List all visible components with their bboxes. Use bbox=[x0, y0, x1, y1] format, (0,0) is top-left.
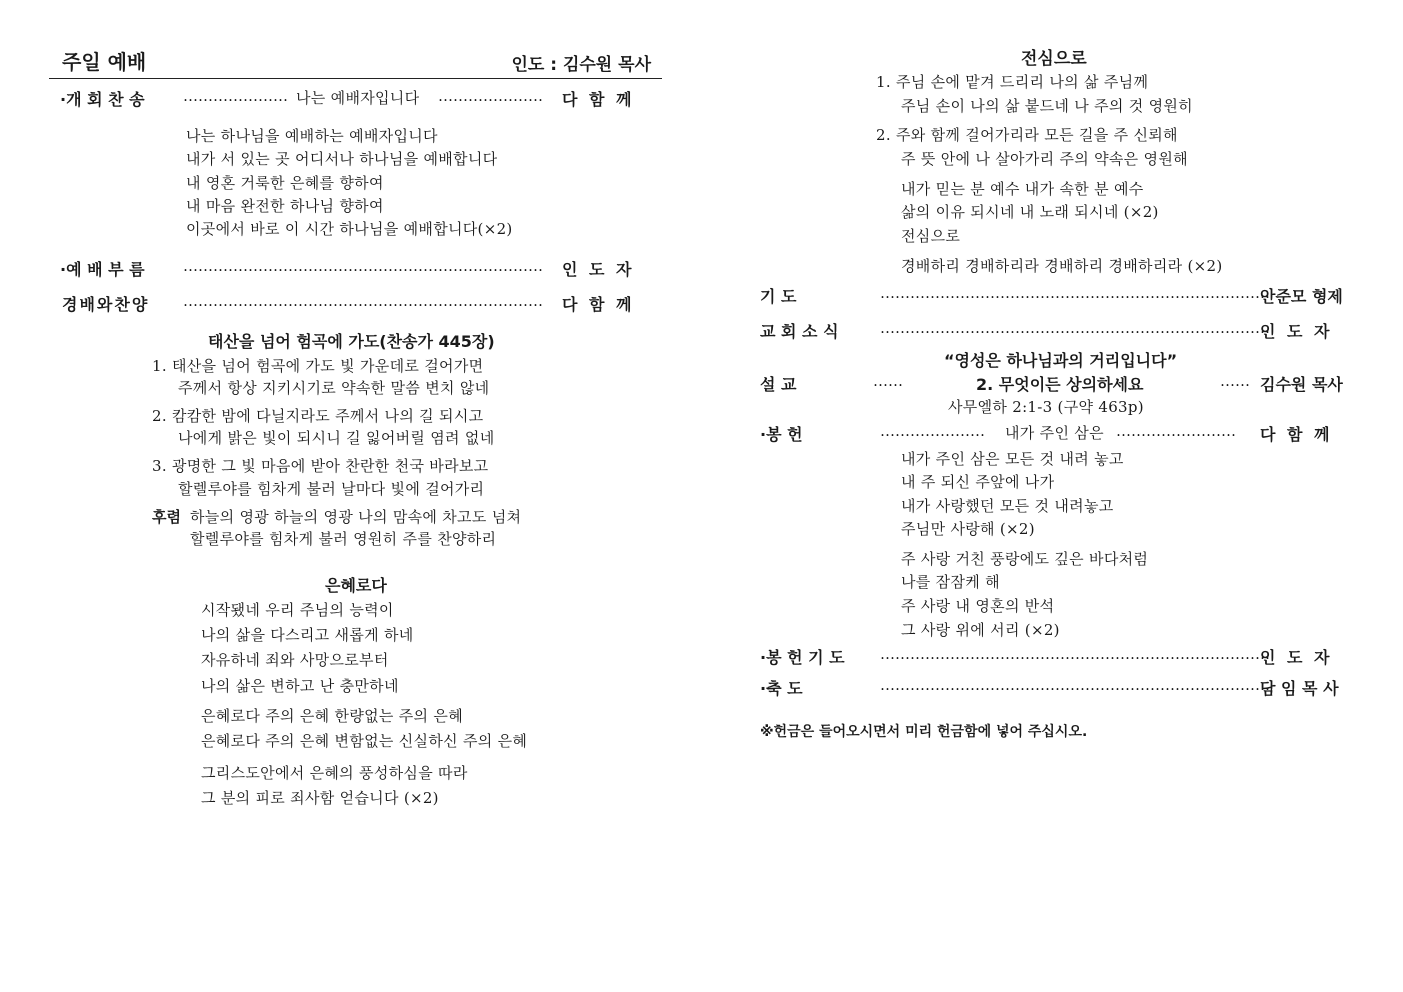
leader-dots: …………………………………………………………………… bbox=[880, 676, 1270, 694]
leader-dots: …… bbox=[873, 372, 903, 390]
lyric-line: 내가 믿는 분 예수 내가 속한 분 예수 bbox=[901, 180, 1144, 198]
refrain-label: 후렴 bbox=[152, 508, 181, 526]
lyric-line: 삶의 이유 되시네 내 노래 되시네 (×2) bbox=[901, 203, 1159, 221]
lyric-line: 시작됐네 우리 주님의 능력이 bbox=[201, 601, 394, 619]
lyric-line: 자유하네 죄와 사망으로부터 bbox=[201, 651, 389, 669]
sermon-series-title: “영성은 하나님과의 거리입니다” bbox=[944, 351, 1178, 370]
sermon-title: 2. 무엇이든 상의하세요 bbox=[976, 375, 1144, 394]
lyric-line: 주 사랑 내 영혼의 반석 bbox=[901, 597, 1055, 615]
order-performer: 인 도 자 bbox=[1260, 648, 1330, 667]
page-title: 주일 예배 bbox=[62, 50, 147, 74]
order-performer: 다 함 께 bbox=[562, 90, 632, 109]
leader-dots: …………………… bbox=[1116, 422, 1236, 440]
order-performer: 안준모 형제 bbox=[1260, 287, 1343, 306]
leader-dots: …………………………………………………………………… bbox=[880, 645, 1270, 663]
order-label: 기 도 bbox=[760, 287, 797, 306]
order-performer: 다 함 께 bbox=[562, 295, 632, 314]
leader-dots: ……………………………………………………………… bbox=[183, 292, 543, 310]
lyric-line: 그리스도안에서 은혜의 풍성하심을 따라 bbox=[201, 764, 468, 782]
lyric-line: 주 뜻 안에 나 살아가리 주의 약속은 영원해 bbox=[901, 150, 1188, 168]
lyric-line: 주님만 사랑해 (×2) bbox=[901, 520, 1035, 538]
song-title: 전심으로 bbox=[1021, 49, 1087, 69]
song-name: 내가 주인 삼은 bbox=[1005, 424, 1104, 442]
order-label: ·봉 헌 bbox=[760, 425, 803, 444]
song-name: 나는 예배자입니다 bbox=[296, 89, 420, 107]
lyric-line: 나에게 밝은 빛이 되시니 길 잃어버릴 염려 없네 bbox=[178, 429, 495, 447]
leader-dots: …………………………………………………………………… bbox=[880, 284, 1270, 302]
lyric-line: 할렐루야를 힘차게 불러 영원히 주를 찬양하리 bbox=[190, 530, 497, 548]
lyric-line: 그 사랑 위에 서리 (×2) bbox=[901, 621, 1060, 639]
lyric-line: 은혜로다 주의 은혜 변함없는 신실하신 주의 은혜 bbox=[201, 732, 528, 750]
lyric-line: 전심으로 bbox=[901, 227, 961, 245]
song-title: 은혜로다 bbox=[325, 576, 387, 595]
lyric-line: 내 주 되신 주앞에 나가 bbox=[901, 473, 1055, 491]
lyric-line: 1. 주님 손에 맡겨 드리리 나의 삶 주님께 bbox=[876, 73, 1149, 91]
header-divider bbox=[49, 78, 662, 79]
order-performer: 인 도 자 bbox=[562, 260, 632, 279]
lyric-line: 하늘의 영광 하늘의 영광 나의 맘속에 차고도 넘쳐 bbox=[190, 508, 522, 526]
lyric-line: 3. 광명한 그 빛 마음에 받아 찬란한 천국 바라보고 bbox=[152, 457, 489, 475]
order-label: 경배와찬양 bbox=[62, 295, 150, 314]
order-label: ·예 배 부 름 bbox=[60, 260, 145, 279]
lyric-line: 이곳에서 바로 이 시간 하나님을 예배합니다(×2) bbox=[186, 220, 513, 238]
lyric-line: 그 분의 피로 죄사함 얻습니다 (×2) bbox=[201, 789, 439, 807]
lyric-line: 나의 삶을 다스리고 새롭게 하네 bbox=[201, 626, 414, 644]
leader-dots: …………………………………………………………………… bbox=[880, 319, 1270, 337]
scripture-reference: 사무엘하 2:1-3 (구약 463p) bbox=[948, 398, 1144, 416]
leader-dots: …… bbox=[1220, 372, 1250, 390]
order-label: ·개 회 찬 송 bbox=[60, 90, 145, 109]
lyric-line: 내가 주인 삼은 모든 것 내려 놓고 bbox=[901, 450, 1124, 468]
leader-dots: ……………………………………………………………… bbox=[183, 257, 543, 275]
order-performer: 김수원 목사 bbox=[1260, 375, 1343, 394]
lyric-line: 나를 잠잠케 해 bbox=[901, 573, 1000, 591]
order-label: ·봉 헌 기 도 bbox=[760, 648, 845, 667]
order-performer: 담 임 목 사 bbox=[1260, 679, 1339, 698]
leader-dots: ………………… bbox=[880, 422, 985, 440]
hymn-title: 태산을 넘어 험곡에 가도(찬송가 445장) bbox=[208, 332, 495, 351]
lyric-line: 2. 주와 함께 걸어가리라 모든 길을 주 신뢰해 bbox=[876, 126, 1178, 144]
leader-dots: ………………… bbox=[183, 87, 288, 105]
lyric-line: 1. 태산을 넘어 험곡에 가도 빛 가운데로 걸어가면 bbox=[152, 357, 484, 375]
lyric-line: 나의 삶은 변하고 난 충만하네 bbox=[201, 677, 399, 695]
order-performer: 다 함 께 bbox=[1260, 425, 1330, 444]
order-performer: 인 도 자 bbox=[1260, 322, 1330, 341]
leader-dots: ………………… bbox=[438, 87, 543, 105]
lyric-line: 할렐루야를 힘차게 불러 날마다 빛에 걸어가리 bbox=[178, 480, 485, 498]
order-label: 설 교 bbox=[760, 375, 797, 394]
lyric-line: 주 사랑 거친 풍랑에도 깊은 바다처럼 bbox=[901, 550, 1149, 568]
order-label: 교 회 소 식 bbox=[760, 322, 839, 341]
lyric-line: 내가 사랑했던 모든 것 내려놓고 bbox=[901, 497, 1114, 515]
lyric-line: 내가 서 있는 곳 어디서나 하나님을 예배합니다 bbox=[186, 150, 498, 168]
lyric-line: 내 영혼 거룩한 은혜를 향하여 bbox=[186, 174, 384, 192]
lyric-line: 2. 캄캄한 밤에 다닐지라도 주께서 나의 길 되시고 bbox=[152, 407, 484, 425]
leader-info: 인도 : 김수원 목사 bbox=[511, 55, 651, 75]
lyric-line: 주님 손이 나의 삶 붙드네 나 주의 것 영원히 bbox=[901, 97, 1193, 115]
order-label: ·축 도 bbox=[760, 679, 803, 698]
lyric-line: 내 마음 완전한 하나님 향하여 bbox=[186, 197, 384, 215]
offering-notice: ※헌금은 들어오시면서 미리 헌금함에 넣어 주십시오. bbox=[760, 724, 1088, 740]
lyric-line: 은혜로다 주의 은혜 한량없는 주의 은혜 bbox=[201, 707, 463, 725]
lyric-line: 주께서 항상 지키시기로 약속한 말씀 변치 않네 bbox=[178, 379, 490, 397]
lyric-line: 나는 하나님을 예배하는 예배자입니다 bbox=[186, 127, 438, 145]
lyric-line: 경배하리 경배하리라 경배하리 경배하리라 (×2) bbox=[901, 257, 1223, 275]
